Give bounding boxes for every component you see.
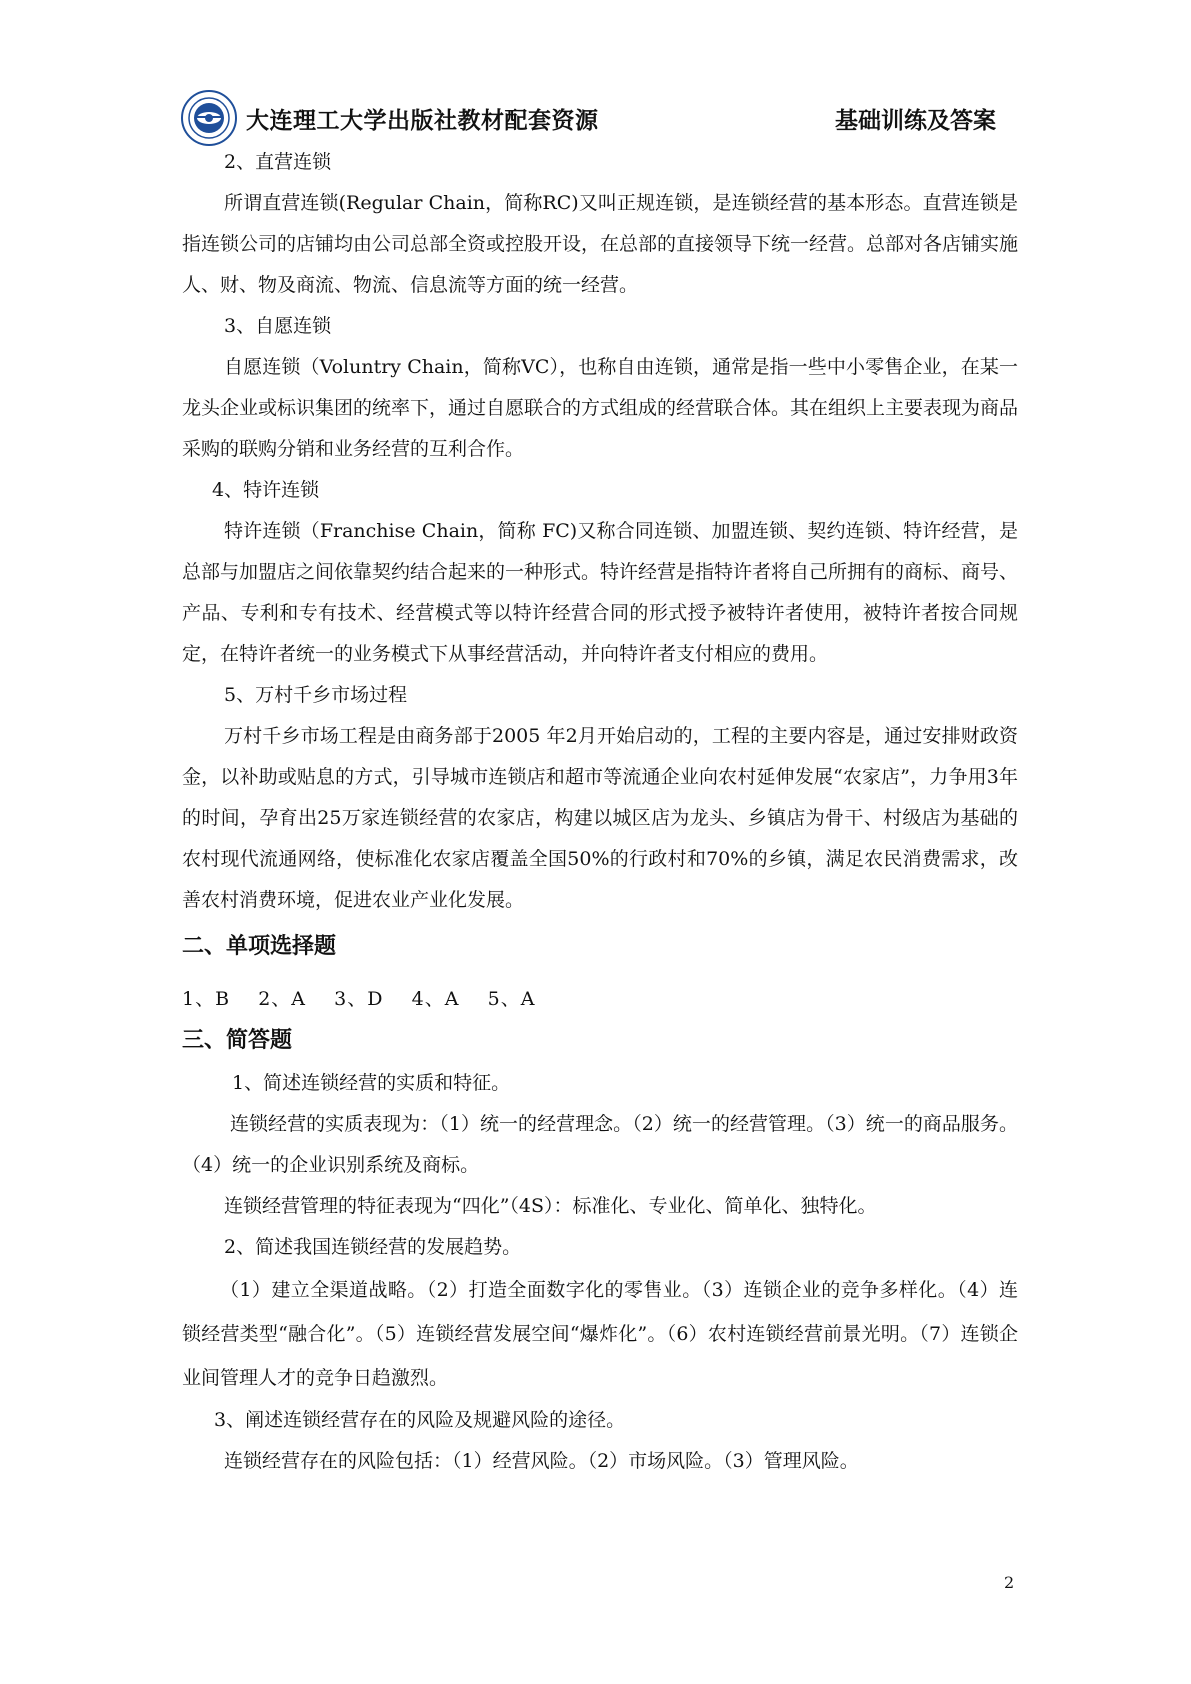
publisher-title: 大连理工大学出版社教材配套资源 — [246, 107, 599, 134]
s4-title: 4、特许连锁 — [212, 479, 320, 501]
q1-title: 1、简述连锁经营的实质和特征。 — [232, 1072, 511, 1094]
document-body — [182, 142, 1018, 1482]
q3-answer: 连锁经营存在的风险包括：（1）经营风险。（2）市场风险。（3）管理风险。 — [224, 1450, 859, 1472]
q2-answer: （1）建立全渠道战略。（2）打造全面数字化的零售业。（3）连锁企业的竞争多样化。（4）连锁经营类型“融合化”。（5）连锁经营发展空间“爆炸化”。（6）农村连锁经营前景光明。（7）连锁企业间管理人才的竞争日趋激烈。 — [182, 1279, 1018, 1389]
publisher-logo — [180, 89, 238, 147]
s3-body: 自愿连锁（Voluntry Chain，简称VC），也称自由连锁，通常是指一些中小零售企业，在某一龙头企业或标识集团的统率下，通过自愿联合的方式组成的经营联合体。其在组织上主要表现为商品采购的联购分销和业务经营的互利合作。 — [182, 356, 1019, 460]
q1-answer-1: 连锁经营的实质表现为：（1）统一的经营理念。（2）统一的经营管理。（3）统一的商品服务。（4）统一的企业识别系统及商标。 — [182, 1113, 1018, 1176]
s4-body: 特许连锁（Franchise Chain，简称 FC)又称合同连锁、加盟连锁、契约连锁、特许经营，是总部与加盟店之间依靠契约结合起来的一种形式。特许经营是指特许者将自己所拥有的商标、商号、产品、专利和专有技术、经营模式等以特许经营合同的形式授予被特许者使用，被特许者按合同规定，在特许者统一的业务模式下从事经营活动，并向特许者支付相应的费用。 — [182, 520, 1019, 665]
s5-body: 万村千乡市场工程是由商务部于2005 年2月开始启动的，工程的主要内容是，通过安排财政资金，以补助或贴息的方式，引导城市连锁店和超市等流通企业向农村延伸发展“农家店”，力争用3年的时间，孕育出25万家连锁经营的农家店，构建以城区店为龙头、乡镇店为骨干、村级店为基础的农村现代流通网络，使标准化农家店覆盖全国50%的行政村和70%的乡镇，满足农民消费需求，改善农村消费环境，促进农业产业化发展。 — [182, 725, 1018, 911]
section-heading-choice: 二、单项选择题 — [182, 934, 337, 959]
q1-answer-2: 连锁经营管理的特征表现为“四化”（4S）：标准化、专业化、简单化、独特化。 — [224, 1195, 877, 1217]
section-label: 基础训练及答案 — [835, 107, 996, 134]
q2-title: 2、简述我国连锁经营的发展趋势。 — [224, 1236, 522, 1258]
s2-body: 所谓直营连锁(Regular Chain，简称RC)又叫正规连锁，是连锁经营的基本形态。直营连锁是指连锁公司的店铺均由公司总部全资或控股开设，在总部的直接领导下统一经营。总部对各店铺实施人、财、物及商流、物流、信息流等方面的统一经营。 — [182, 192, 1019, 296]
choice-answers: 1、B 2、A 3、D 4、A 5、A — [182, 988, 536, 1010]
s5-title: 5、万村千乡市场过程 — [224, 684, 408, 706]
section-heading-short-answer: 三、简答题 — [182, 1028, 293, 1053]
page-number: 2 — [1004, 1573, 1015, 1592]
page-header — [180, 86, 1010, 150]
q3-title: 3、阐述连锁经营存在的风险及规避风险的途径。 — [214, 1409, 626, 1431]
s3-title: 3、自愿连锁 — [224, 315, 332, 337]
s2-title: 2、直营连锁 — [224, 151, 332, 173]
